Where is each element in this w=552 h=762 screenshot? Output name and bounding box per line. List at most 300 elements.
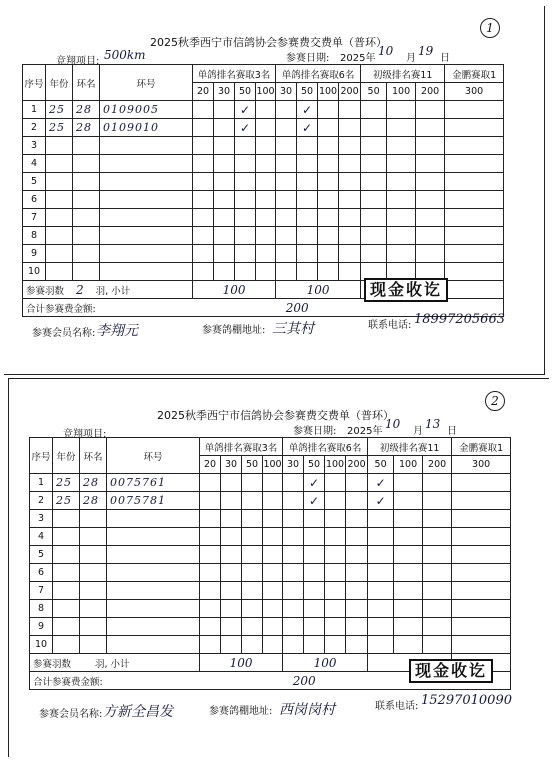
cell-empty	[297, 155, 318, 173]
date-year: 2025年	[347, 426, 383, 437]
phone-label: 联系电话:	[375, 701, 419, 712]
cell-empty	[361, 227, 387, 245]
header-amount: 100	[263, 456, 283, 474]
table-row	[23, 227, 504, 245]
cell-empty	[283, 528, 304, 546]
cell-empty	[263, 528, 283, 546]
cell-empty	[242, 618, 263, 636]
cell-empty	[235, 245, 256, 263]
cell-empty	[339, 227, 361, 245]
cell-empty	[394, 564, 423, 582]
cell-empty	[256, 191, 276, 209]
cell-empty	[283, 546, 304, 564]
header-seq: 序号	[23, 65, 46, 101]
cell-empty	[452, 510, 511, 528]
cell-empty	[445, 227, 504, 245]
date-label: 参赛日期:	[293, 426, 337, 437]
header-amount: 30	[221, 456, 242, 474]
cell-ring-no: 0075781	[107, 492, 200, 510]
cell-empty	[325, 600, 346, 618]
header-amount: 50	[361, 83, 387, 101]
header-amount: 50	[368, 456, 394, 474]
cell-empty	[53, 510, 80, 528]
header-amount: 100	[318, 83, 339, 101]
table-row	[30, 528, 511, 546]
cell-check	[193, 119, 214, 137]
header-group-top3: 单鸽排名赛取3名	[193, 65, 276, 83]
cell-empty	[73, 263, 100, 281]
address-label: 参赛鸽棚地址:	[209, 706, 273, 717]
cell-check	[283, 474, 304, 492]
header-group-golden: 金鹏赛取1	[452, 438, 511, 456]
cell-empty	[263, 600, 283, 618]
cell-empty	[304, 546, 325, 564]
cell-check	[214, 119, 235, 137]
cell-empty	[368, 528, 394, 546]
cell-empty	[73, 209, 100, 227]
cell-empty	[193, 155, 214, 173]
row-number: 1	[30, 474, 53, 492]
cell-check	[221, 492, 242, 510]
row-number: 7	[23, 209, 46, 227]
cell-empty	[214, 227, 235, 245]
subtotal-top6-value: 100	[313, 655, 337, 670]
cell-empty	[394, 546, 423, 564]
feathers-label: 参赛羽数	[33, 658, 72, 670]
cell-empty	[416, 137, 445, 155]
cell-empty	[242, 528, 263, 546]
cell-empty	[242, 600, 263, 618]
cell-check: ✓	[235, 101, 256, 119]
total-value: 200	[285, 300, 309, 315]
cell-check	[200, 492, 221, 510]
member-value: 李翔元	[96, 323, 138, 339]
subtotal-top6-cell	[283, 654, 368, 672]
date-month-label: 月	[413, 426, 423, 437]
cell-empty	[346, 636, 368, 654]
cell-check	[276, 119, 297, 137]
cell-empty	[107, 600, 200, 618]
cell-empty	[107, 636, 200, 654]
cell-empty	[346, 528, 368, 546]
table-row	[23, 137, 504, 155]
subtotal-top3-cell	[200, 654, 283, 672]
row-number: 8	[30, 600, 53, 618]
cell-empty	[276, 209, 297, 227]
header-row-groups	[23, 65, 504, 83]
cell-empty	[297, 245, 318, 263]
cell-empty	[452, 582, 511, 600]
cell-empty	[339, 209, 361, 227]
cell-check	[452, 474, 511, 492]
cell-empty	[304, 510, 325, 528]
cell-ring-no: 0109010	[100, 119, 193, 137]
fee-form-2	[8, 378, 549, 757]
table-row	[30, 618, 511, 636]
fee-table	[29, 437, 511, 690]
cell-empty	[73, 227, 100, 245]
cell-empty	[452, 564, 511, 582]
cell-empty	[325, 546, 346, 564]
cell-empty	[100, 245, 193, 263]
cell-empty	[100, 209, 193, 227]
cell-empty	[339, 137, 361, 155]
date-label: 参赛日期:	[286, 53, 330, 64]
cell-empty	[46, 245, 73, 263]
header-ring-no: 环号	[107, 438, 200, 474]
cell-check	[263, 492, 283, 510]
cell-empty	[80, 510, 107, 528]
cell-check: ✓	[235, 119, 256, 137]
cell-empty	[445, 173, 504, 191]
cell-empty	[107, 582, 200, 600]
cell-empty	[283, 618, 304, 636]
cell-empty	[53, 618, 80, 636]
cell-empty	[387, 209, 416, 227]
header-ring-no: 环号	[100, 65, 193, 101]
header-amount: 50	[235, 83, 256, 101]
cell-empty	[73, 155, 100, 173]
cell-empty	[387, 191, 416, 209]
header-amount: 50	[242, 456, 263, 474]
cell-empty	[318, 155, 339, 173]
cell-empty	[53, 582, 80, 600]
cell-empty	[200, 564, 221, 582]
cell-check: ✓	[304, 474, 325, 492]
cell-empty	[263, 582, 283, 600]
cell-empty	[452, 546, 511, 564]
cell-check	[339, 101, 361, 119]
cell-empty	[368, 636, 394, 654]
row-number: 7	[30, 582, 53, 600]
cell-empty	[73, 191, 100, 209]
cell-check: ✓	[304, 492, 325, 510]
cell-check	[394, 492, 423, 510]
cell-empty	[235, 227, 256, 245]
cell-empty	[368, 546, 394, 564]
row-number: 6	[23, 191, 46, 209]
cell-empty	[394, 528, 423, 546]
cell-check	[339, 119, 361, 137]
cell-check	[445, 119, 504, 137]
address-value: 西岗岗村	[279, 702, 335, 718]
cell-empty	[221, 600, 242, 618]
subtotal-top3-value: 100	[229, 655, 253, 670]
cell-empty	[368, 582, 394, 600]
cell-ring-no: 0075761	[107, 474, 200, 492]
cell-empty	[387, 137, 416, 155]
cell-empty	[394, 618, 423, 636]
table-row	[30, 600, 511, 618]
header-amount: 300	[445, 83, 504, 101]
cell-empty	[107, 618, 200, 636]
header-ring-name: 环名	[73, 65, 100, 101]
cell-empty	[73, 137, 100, 155]
cell-year: 25	[46, 119, 73, 137]
cell-empty	[452, 528, 511, 546]
cell-empty	[394, 600, 423, 618]
cell-ring-name: 28	[80, 492, 107, 510]
cell-empty	[325, 528, 346, 546]
cell-empty	[221, 618, 242, 636]
cell-empty	[214, 155, 235, 173]
header-year: 年份	[53, 438, 80, 474]
total-value: 200	[292, 673, 316, 688]
date-month-value: 10	[378, 44, 394, 58]
cell-empty	[221, 528, 242, 546]
cell-empty	[193, 173, 214, 191]
cell-empty	[325, 564, 346, 582]
cell-empty	[214, 173, 235, 191]
cell-empty	[416, 155, 445, 173]
row-number: 5	[23, 173, 46, 191]
cell-empty	[423, 600, 452, 618]
cell-check	[200, 474, 221, 492]
header-amount: 100	[387, 83, 416, 101]
cell-empty	[100, 263, 193, 281]
cell-empty	[276, 173, 297, 191]
header-group-top6: 单鸽排名赛取6名	[283, 438, 368, 456]
row-number: 9	[23, 245, 46, 263]
cell-empty	[193, 263, 214, 281]
cell-empty	[318, 137, 339, 155]
table-row	[23, 155, 504, 173]
cell-empty	[80, 528, 107, 546]
date-day-label: 日	[447, 426, 457, 437]
header-amount: 100	[394, 456, 423, 474]
cell-empty	[325, 510, 346, 528]
cell-ring-name: 28	[73, 119, 100, 137]
form-title: 2025秋季西宁市信鸽协会参赛费交费单（普环）	[150, 36, 387, 49]
cell-empty	[107, 510, 200, 528]
cell-empty	[46, 137, 73, 155]
row-number: 4	[23, 155, 46, 173]
form-number-circle: 2	[485, 391, 505, 411]
cell-check: ✓	[368, 474, 394, 492]
row-number: 3	[23, 137, 46, 155]
cell-check	[325, 474, 346, 492]
cell-empty	[263, 546, 283, 564]
row-number: 2	[30, 492, 53, 510]
cell-empty	[100, 137, 193, 155]
cell-empty	[200, 510, 221, 528]
phone-value: 18997205663	[414, 312, 505, 327]
date-day-value: 19	[418, 44, 434, 58]
cell-empty	[46, 227, 73, 245]
cell-empty	[80, 636, 107, 654]
cell-ring-name: 28	[73, 101, 100, 119]
cell-empty	[423, 546, 452, 564]
phone-label: 联系电话:	[368, 320, 412, 331]
cell-empty	[346, 510, 368, 528]
date-year: 2025年	[340, 53, 376, 64]
date-month-label: 月	[406, 53, 416, 64]
cell-empty	[416, 173, 445, 191]
row-number: 10	[30, 636, 53, 654]
header-group-top6: 单鸽排名赛取6名	[276, 65, 361, 83]
cell-empty	[423, 582, 452, 600]
cell-empty	[361, 209, 387, 227]
fee-form-1	[4, 6, 545, 375]
cell-empty	[368, 618, 394, 636]
cell-empty	[394, 636, 423, 654]
date-month-value: 10	[385, 417, 401, 431]
cell-empty	[46, 155, 73, 173]
cell-empty	[297, 209, 318, 227]
member-label: 参赛会员名称:	[39, 709, 103, 720]
subtotal-top3-cell	[193, 281, 276, 299]
cell-empty	[46, 209, 73, 227]
cell-empty	[423, 564, 452, 582]
cell-empty	[361, 155, 387, 173]
cell-empty	[53, 546, 80, 564]
cell-empty	[452, 636, 511, 654]
table-row	[23, 209, 504, 227]
cell-empty	[304, 600, 325, 618]
feathers-cell	[30, 654, 200, 672]
row-number: 4	[30, 528, 53, 546]
header-amount: 100	[325, 456, 346, 474]
cell-empty	[214, 263, 235, 281]
cell-empty	[387, 227, 416, 245]
cell-empty	[214, 137, 235, 155]
cell-check	[445, 101, 504, 119]
row-number: 3	[30, 510, 53, 528]
feathers-cell	[23, 281, 193, 299]
header-group-golden: 金鹏赛取1	[445, 65, 504, 83]
cell-empty	[200, 600, 221, 618]
cell-empty	[46, 173, 73, 191]
cell-empty	[53, 636, 80, 654]
cell-check	[276, 101, 297, 119]
cell-check	[394, 474, 423, 492]
cell-empty	[325, 618, 346, 636]
cell-empty	[297, 263, 318, 281]
cell-empty	[416, 227, 445, 245]
cell-empty	[283, 564, 304, 582]
row-number: 9	[30, 618, 53, 636]
cell-empty	[423, 636, 452, 654]
cell-empty	[235, 137, 256, 155]
cell-empty	[304, 618, 325, 636]
feathers-label: 参赛羽数	[26, 285, 65, 297]
cell-check	[325, 492, 346, 510]
cell-year: 25	[53, 474, 80, 492]
row-number: 1	[23, 101, 46, 119]
header-amount: 20	[193, 83, 214, 101]
cell-empty	[368, 510, 394, 528]
cell-empty	[304, 564, 325, 582]
cell-empty	[200, 618, 221, 636]
cell-empty	[283, 636, 304, 654]
cell-empty	[53, 528, 80, 546]
cell-empty	[242, 564, 263, 582]
table-row	[30, 582, 511, 600]
header-seq: 序号	[30, 438, 53, 474]
cell-empty	[416, 245, 445, 263]
cell-check: ✓	[297, 101, 318, 119]
cell-empty	[346, 546, 368, 564]
cell-empty	[276, 155, 297, 173]
cell-check	[283, 492, 304, 510]
cell-empty	[256, 263, 276, 281]
header-amount: 200	[346, 456, 368, 474]
table-row	[30, 474, 511, 492]
cell-empty	[242, 636, 263, 654]
cell-empty	[107, 528, 200, 546]
cell-empty	[346, 564, 368, 582]
cell-empty	[53, 564, 80, 582]
form-number-circle: 1	[480, 18, 500, 38]
cell-empty	[339, 155, 361, 173]
cell-check	[346, 474, 368, 492]
cell-empty	[235, 155, 256, 173]
header-amount: 30	[276, 83, 297, 101]
cell-empty	[304, 582, 325, 600]
table-row	[23, 245, 504, 263]
cell-check	[346, 492, 368, 510]
header-amount: 50	[297, 83, 318, 101]
subtotal-label: 羽, 小计	[95, 658, 130, 670]
cell-empty	[361, 191, 387, 209]
project-label: 竞翔项目:	[63, 429, 107, 440]
cell-empty	[297, 137, 318, 155]
cell-empty	[107, 546, 200, 564]
cell-empty	[107, 564, 200, 582]
cell-check	[387, 119, 416, 137]
total-label: 合计参赛费金额:	[26, 303, 96, 315]
cell-year: 25	[53, 492, 80, 510]
header-group-junior: 初级排名赛11	[361, 65, 445, 83]
row-number: 8	[23, 227, 46, 245]
cell-empty	[100, 155, 193, 173]
cell-empty	[361, 173, 387, 191]
cell-empty	[193, 245, 214, 263]
member-label: 参赛会员名称:	[32, 328, 96, 339]
cell-empty	[80, 582, 107, 600]
cell-empty	[394, 510, 423, 528]
cell-empty	[318, 173, 339, 191]
row-number: 6	[30, 564, 53, 582]
cell-check	[416, 101, 445, 119]
table-row	[30, 546, 511, 564]
cell-check	[242, 492, 263, 510]
header-amount: 30	[214, 83, 235, 101]
project-value: 500km	[104, 48, 146, 62]
table-row	[23, 191, 504, 209]
cell-check	[423, 492, 452, 510]
cell-empty	[200, 636, 221, 654]
cell-empty	[221, 636, 242, 654]
header-ring-name: 环名	[80, 438, 107, 474]
cell-empty	[193, 137, 214, 155]
cell-empty	[276, 137, 297, 155]
address-value: 三其村	[272, 321, 314, 337]
cell-empty	[263, 636, 283, 654]
table-row	[23, 101, 504, 119]
cell-empty	[276, 263, 297, 281]
cell-empty	[46, 191, 73, 209]
cell-check	[256, 101, 276, 119]
cell-empty	[235, 173, 256, 191]
date-day-value: 13	[425, 417, 441, 431]
header-amount: 30	[283, 456, 304, 474]
cell-empty	[297, 227, 318, 245]
cell-empty	[100, 227, 193, 245]
cell-empty	[235, 263, 256, 281]
header-amount: 300	[452, 456, 511, 474]
header-amount: 200	[423, 456, 452, 474]
